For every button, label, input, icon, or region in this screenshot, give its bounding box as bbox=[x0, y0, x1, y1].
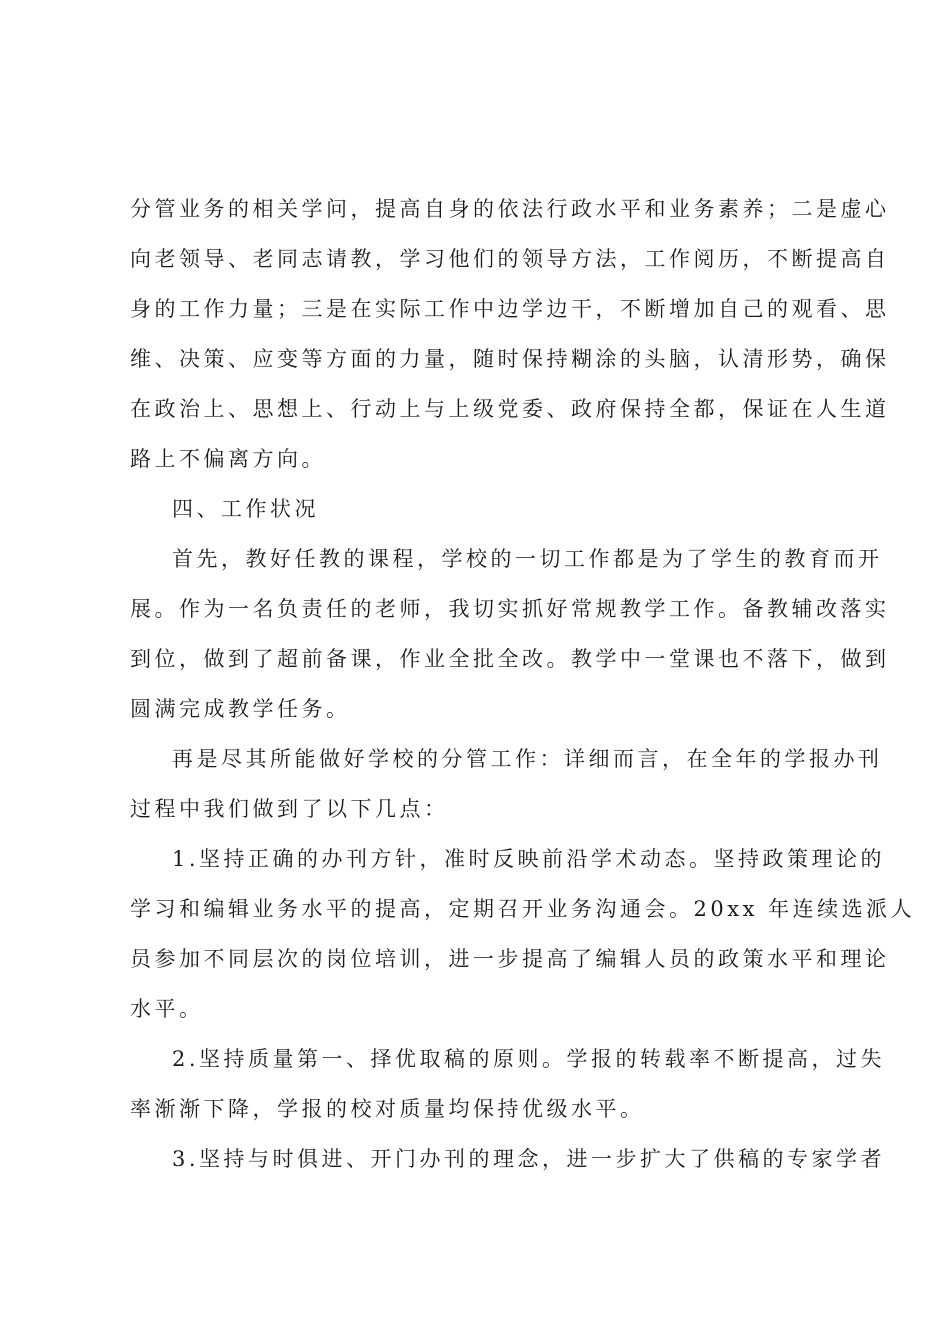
list-item-line: 学习和编辑业务水平的提高，定期召开业务沟通会。20xx 年连续选派人 bbox=[130, 897, 916, 921]
section-heading: 四、工作状况 bbox=[172, 497, 319, 521]
paragraph-line: 在政治上、思想上、行动上与上级党委、政府保持全都，保证在人生道 bbox=[130, 397, 890, 421]
list-item-line: 率渐渐下降，学报的校对质量均保持优级水平。 bbox=[130, 1097, 645, 1121]
paragraph-line: 过程中我们做到了以下几点： bbox=[130, 797, 449, 821]
paragraph-line: 展。作为一名负责任的老师，我切实抓好常规教学工作。备教辅改落实 bbox=[130, 597, 890, 621]
paragraph-line: 身的工作力量；三是在实际工作中边学边干，不断增加自己的观看、思 bbox=[130, 297, 890, 321]
paragraph-line: 分管业务的相关学问，提高自身的依法行政水平和业务素养；二是虚心 bbox=[130, 197, 890, 221]
document-body bbox=[130, 184, 916, 1184]
list-item-line: 2.坚持质量第一、择优取稿的原则。学报的转载率不断提高，过失 bbox=[172, 1047, 886, 1071]
list-item-line: 3.坚持与时俱进、开门办刊的理念，进一步扩大了供稿的专家学者 bbox=[172, 1147, 886, 1171]
list-item-line: 员参加不同层次的岗位培训，进一步提高了编辑人员的政策水平和理论 bbox=[130, 947, 890, 971]
list-item-line: 水平。 bbox=[130, 997, 204, 1021]
paragraph-line: 首先，教好任教的课程，学校的一切工作都是为了学生的教育而开 bbox=[172, 547, 883, 571]
paragraph-line: 路上不偏离方向。 bbox=[130, 447, 326, 471]
paragraph-line: 向老领导、老同志请教，学习他们的领导方法，工作阅历，不断提高自 bbox=[130, 247, 890, 271]
paragraph-line: 圆满完成教学任务。 bbox=[130, 697, 351, 721]
list-item-line: 1.坚持正确的办刊方针，准时反映前沿学术动态。坚持政策理论的 bbox=[172, 847, 886, 871]
paragraph-line: 到位，做到了超前备课，作业全批全改。教学中一堂课也不落下，做到 bbox=[130, 647, 890, 671]
paragraph-line: 再是尽其所能做好学校的分管工作：详细而言，在全年的学报办刊 bbox=[172, 747, 883, 771]
paragraph-line: 维、决策、应变等方面的力量，随时保持糊涂的头脑，认清形势，确保 bbox=[130, 347, 890, 371]
